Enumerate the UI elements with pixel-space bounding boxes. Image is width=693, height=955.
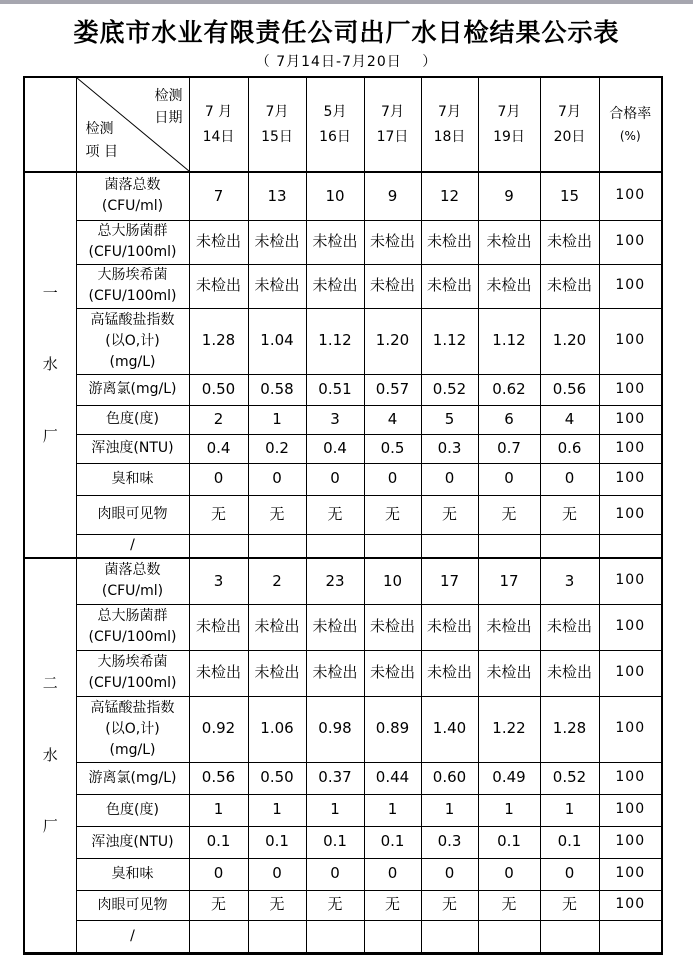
value-cell: 未检出: [478, 264, 540, 308]
pass-rate-label: 合格率: [609, 105, 652, 122]
value-cell: 未检出: [540, 650, 599, 696]
value-cell: 12: [421, 172, 478, 220]
pass-rate-cell: 100: [599, 858, 662, 890]
date-month: 7月: [265, 104, 289, 120]
value-cell: 0.49: [478, 762, 540, 794]
item-label: [76, 374, 189, 405]
corner-label-item: [86, 118, 118, 163]
value-cell: 10: [364, 558, 421, 604]
item-label: [76, 858, 189, 890]
plant-column-header: [24, 77, 76, 172]
value-cell: 0.3: [421, 826, 478, 858]
item-label-line: (mg/L): [109, 353, 156, 370]
value-cell: [189, 534, 248, 558]
value-cell: 0.1: [364, 826, 421, 858]
item-label: [76, 762, 189, 794]
value-cell: 未检出: [478, 604, 540, 650]
date-day: 15日: [261, 128, 293, 145]
value-cell: [306, 534, 364, 558]
item-label-line: 游离氯(mg/L): [88, 769, 177, 786]
value-cell: 1.12: [421, 308, 478, 374]
item-label-line: (CFU/100ml): [88, 629, 177, 645]
corner-item-line1: 检测: [85, 121, 114, 138]
value-cell: 无: [248, 495, 306, 534]
value-cell: 未检出: [248, 650, 306, 696]
value-cell: 23: [306, 558, 364, 604]
value-cell: 未检出: [421, 220, 478, 264]
item-label-line: (CFU/ml): [101, 583, 164, 600]
item-label-line: (CFU/100ml): [88, 675, 177, 691]
item-label-line: 臭和味: [111, 470, 154, 487]
date-header-1: [189, 77, 248, 172]
item-label-line: 色度(度): [106, 411, 159, 427]
value-cell: 13: [248, 172, 306, 220]
pass-rate-cell: 100: [599, 434, 662, 463]
date-day: 16日: [319, 128, 351, 145]
plant-section-2: [24, 558, 662, 953]
value-cell: 1.22: [478, 696, 540, 762]
item-label-line: /: [130, 537, 135, 554]
pass-rate-cell: 100: [599, 220, 662, 264]
pass-rate-unit: (%): [619, 129, 641, 144]
date-header-5: [421, 77, 478, 172]
item-label-line: 游离氯(mg/L): [88, 381, 177, 397]
item-label-line: 总大肠菌群: [97, 608, 168, 624]
item-label: [76, 264, 189, 308]
value-cell: 未检出: [248, 604, 306, 650]
item-label-line: 大肠埃希菌: [97, 267, 168, 283]
value-cell: 无: [421, 890, 478, 920]
value-cell: 未检出: [478, 650, 540, 696]
value-cell: 0.52: [540, 762, 599, 794]
plant-char: 一: [42, 284, 58, 303]
value-cell: 6: [478, 405, 540, 434]
value-cell: 无: [189, 890, 248, 920]
value-cell: 7: [189, 172, 248, 220]
value-cell: 0: [248, 858, 306, 890]
table-row: [24, 264, 662, 308]
corner-label-date: [155, 85, 183, 130]
value-cell: 0.50: [189, 374, 248, 405]
plant-char: 水: [42, 745, 58, 764]
value-cell: 1: [306, 794, 364, 826]
value-cell: 1: [421, 794, 478, 826]
item-label-line: 菌落总数: [104, 177, 161, 194]
value-cell: 0: [421, 463, 478, 495]
value-cell: 0: [189, 463, 248, 495]
date-header-7: [540, 77, 599, 172]
plant-char: 厂: [42, 426, 58, 445]
date-month: 5月: [323, 104, 347, 120]
value-cell: [478, 920, 540, 953]
value-cell: 4: [364, 405, 421, 434]
item-label-line: (mg/L): [109, 741, 156, 758]
item-label: [76, 495, 189, 534]
value-cell: 未检出: [421, 264, 478, 308]
item-label-line: 肉眼可见物: [97, 506, 168, 522]
header-row: [24, 77, 662, 172]
value-cell: 0.1: [189, 826, 248, 858]
value-cell: 1.06: [248, 696, 306, 762]
pass-rate-cell: 100: [599, 463, 662, 495]
value-cell: 2: [189, 405, 248, 434]
value-cell: 0.6: [540, 434, 599, 463]
date-month: 7月: [381, 104, 404, 120]
item-label-line: 浑浊度(NTU): [91, 833, 174, 850]
table-row: [24, 172, 662, 220]
value-cell: 3: [189, 558, 248, 604]
corner-diagonal-cell: [76, 77, 189, 172]
plant-char: 厂: [42, 816, 58, 835]
value-cell: 0.89: [364, 696, 421, 762]
corner-item-line2: 项 目: [85, 143, 118, 160]
value-cell: 0.1: [248, 826, 306, 858]
value-cell: [189, 920, 248, 953]
value-cell: 0.44: [364, 762, 421, 794]
value-cell: 1: [248, 405, 306, 434]
value-cell: 0.51: [306, 374, 364, 405]
date-header-4: [364, 77, 421, 172]
value-cell: 0: [364, 463, 421, 495]
value-cell: 无: [540, 495, 599, 534]
table-row: [24, 308, 662, 374]
value-cell: 3: [306, 405, 364, 434]
date-day: 17日: [376, 128, 409, 145]
value-cell: 0.92: [189, 696, 248, 762]
value-cell: 0.5: [364, 434, 421, 463]
plant-name-vertical: [25, 282, 76, 448]
value-cell: 5: [421, 405, 478, 434]
value-cell: 0.50: [248, 762, 306, 794]
item-label: [76, 434, 189, 463]
item-label: [76, 604, 189, 650]
table-row: [24, 374, 662, 405]
item-label: [76, 794, 189, 826]
value-cell: 无: [306, 890, 364, 920]
pass-rate-cell: 100: [599, 604, 662, 650]
value-cell: 0.4: [189, 434, 248, 463]
value-cell: 无: [540, 890, 599, 920]
table-row: [24, 762, 662, 794]
value-cell: 未检出: [364, 604, 421, 650]
value-cell: 未检出: [306, 650, 364, 696]
value-cell: 0.7: [478, 434, 540, 463]
value-cell: [306, 920, 364, 953]
value-cell: [248, 534, 306, 558]
value-cell: 未检出: [540, 220, 599, 264]
value-cell: 未检出: [364, 264, 421, 308]
plant-char: 二: [42, 674, 58, 693]
date-header-3: [306, 77, 364, 172]
date-month: 7月: [497, 104, 521, 120]
pass-rate-cell: 100: [599, 696, 662, 762]
value-cell: 未检出: [364, 650, 421, 696]
table-row: [24, 794, 662, 826]
plant-char: 水: [42, 355, 58, 374]
plant-label-1: [24, 172, 76, 558]
value-cell: [478, 534, 540, 558]
item-label-line: (以O,计): [105, 720, 160, 737]
value-cell: 0.60: [421, 762, 478, 794]
item-label: [76, 534, 189, 558]
pass-rate-cell: 100: [599, 495, 662, 534]
item-label-line: /: [130, 927, 135, 944]
value-cell: 未检出: [189, 264, 248, 308]
item-label: [76, 890, 189, 920]
value-cell: 0.37: [306, 762, 364, 794]
table-row: [24, 650, 662, 696]
item-label-line: 总大肠菌群: [97, 223, 168, 239]
item-label: [76, 308, 189, 374]
value-cell: 15: [540, 172, 599, 220]
pass-rate-cell: 100: [599, 826, 662, 858]
value-cell: 2: [248, 558, 306, 604]
value-cell: 1.12: [478, 308, 540, 374]
value-cell: 0: [189, 858, 248, 890]
table-row: [24, 495, 662, 534]
item-label: [76, 696, 189, 762]
item-label-line: (CFU/100ml): [88, 288, 177, 304]
value-cell: [421, 920, 478, 953]
pass-rate-cell: 100: [599, 762, 662, 794]
table-row: [24, 890, 662, 920]
date-day: 20日: [553, 128, 586, 145]
item-label-line: 肉眼可见物: [97, 896, 168, 913]
value-cell: 未检出: [189, 650, 248, 696]
item-label-line: (CFU/100ml): [88, 244, 177, 260]
table-row: [24, 696, 662, 762]
value-cell: 0: [478, 858, 540, 890]
table-row: [24, 558, 662, 604]
item-label: [76, 650, 189, 696]
item-label-line: 色度(度): [106, 801, 159, 818]
plant-label-2: [24, 558, 76, 953]
value-cell: 1.12: [306, 308, 364, 374]
plant-name-vertical: [25, 672, 76, 838]
value-cell: 10: [306, 172, 364, 220]
value-cell: 0.1: [306, 826, 364, 858]
value-cell: 0.1: [540, 826, 599, 858]
value-cell: 1.20: [540, 308, 599, 374]
item-label-line: 臭和味: [111, 865, 154, 882]
value-cell: 未检出: [540, 264, 599, 308]
date-month: 7 月: [204, 104, 233, 120]
value-cell: 17: [478, 558, 540, 604]
date-header-6: [478, 77, 540, 172]
value-cell: 0: [306, 463, 364, 495]
value-cell: 无: [248, 890, 306, 920]
value-cell: 无: [478, 890, 540, 920]
value-cell: 无: [421, 495, 478, 534]
value-cell: 1.40: [421, 696, 478, 762]
value-cell: 0: [540, 858, 599, 890]
water-quality-table: [23, 76, 663, 955]
item-label-line: (CFU/ml): [101, 198, 164, 215]
value-cell: 0: [540, 463, 599, 495]
pass-rate-cell: 100: [599, 308, 662, 374]
value-cell: 无: [364, 890, 421, 920]
item-label-line: 浑浊度(NTU): [91, 440, 174, 456]
value-cell: 0.56: [540, 374, 599, 405]
value-cell: 未检出: [189, 604, 248, 650]
table-row: [24, 220, 662, 264]
value-cell: [364, 534, 421, 558]
table-row: [24, 604, 662, 650]
plant-section-1: [24, 172, 662, 558]
value-cell: 1.28: [189, 308, 248, 374]
value-cell: 4: [540, 405, 599, 434]
value-cell: 未检出: [306, 264, 364, 308]
value-cell: 3: [540, 558, 599, 604]
item-label-line: 大肠埃希菌: [97, 654, 168, 670]
date-range-subtitle: （ 7月14日-7月20日 ）: [255, 54, 438, 70]
table-row: [24, 858, 662, 890]
value-cell: 0.98: [306, 696, 364, 762]
document-page: [0, 4, 693, 953]
value-cell: 0.58: [248, 374, 306, 405]
item-label-line: (以O,计): [105, 332, 160, 349]
pass-rate-cell: 100: [599, 890, 662, 920]
value-cell: 无: [189, 495, 248, 534]
value-cell: 17: [421, 558, 478, 604]
pass-rate-cell: 100: [599, 374, 662, 405]
item-label: [76, 463, 189, 495]
value-cell: 无: [306, 495, 364, 534]
pass-rate-cell: 100: [599, 794, 662, 826]
table-row: [24, 826, 662, 858]
value-cell: 1: [540, 794, 599, 826]
page-title: 娄底市水业有限责任公司出厂水日检结果公示表: [73, 18, 620, 47]
item-label: [76, 172, 189, 220]
item-label: [76, 220, 189, 264]
pass-rate-cell: 100: [599, 405, 662, 434]
value-cell: 0.3: [421, 434, 478, 463]
value-cell: 1.04: [248, 308, 306, 374]
value-cell: 1: [189, 794, 248, 826]
value-cell: 9: [478, 172, 540, 220]
value-cell: 0.57: [364, 374, 421, 405]
value-cell: 未检出: [248, 220, 306, 264]
value-cell: 1.20: [364, 308, 421, 374]
date-day: 14日: [202, 128, 235, 145]
date-day: 19日: [493, 128, 525, 145]
value-cell: 未检出: [306, 220, 364, 264]
pass-rate-cell: 100: [599, 650, 662, 696]
value-cell: 未检出: [421, 650, 478, 696]
date-day: 18日: [433, 128, 466, 145]
value-cell: 0: [248, 463, 306, 495]
value-cell: 0.52: [421, 374, 478, 405]
pass-rate-cell: 100: [599, 558, 662, 604]
value-cell: 未检出: [248, 264, 306, 308]
pass-rate-cell: [599, 920, 662, 953]
value-cell: 未检出: [478, 220, 540, 264]
item-label: [76, 920, 189, 953]
value-cell: 0.1: [478, 826, 540, 858]
table-row: [24, 405, 662, 434]
value-cell: 未检出: [421, 604, 478, 650]
table-row: [24, 434, 662, 463]
value-cell: 9: [364, 172, 421, 220]
table-row: [24, 463, 662, 495]
item-label: [76, 558, 189, 604]
value-cell: 0: [478, 463, 540, 495]
value-cell: 无: [364, 495, 421, 534]
value-cell: 1: [478, 794, 540, 826]
item-label-line: 高锰酸盐指数: [90, 311, 175, 328]
value-cell: 0.62: [478, 374, 540, 405]
pass-rate-cell: 100: [599, 264, 662, 308]
date-header-2: [248, 77, 306, 172]
date-month: 7月: [438, 104, 461, 120]
item-label: [76, 405, 189, 434]
value-cell: [248, 920, 306, 953]
value-cell: [364, 920, 421, 953]
item-label: [76, 826, 189, 858]
value-cell: 未检出: [306, 604, 364, 650]
value-cell: 0.2: [248, 434, 306, 463]
value-cell: 0: [306, 858, 364, 890]
value-cell: [540, 920, 599, 953]
value-cell: 未检出: [540, 604, 599, 650]
date-month: 7月: [558, 104, 581, 120]
corner-date-line1: 检测: [154, 88, 183, 104]
item-label-line: 菌落总数: [104, 562, 161, 579]
value-cell: 0: [421, 858, 478, 890]
value-cell: [421, 534, 478, 558]
pass-rate-cell: 100: [599, 172, 662, 220]
value-cell: 未检出: [189, 220, 248, 264]
pass-rate-header: [599, 77, 662, 172]
value-cell: 1: [364, 794, 421, 826]
value-cell: 0: [364, 858, 421, 890]
value-cell: 1: [248, 794, 306, 826]
corner-date-line2: 日期: [154, 110, 183, 127]
table-row: [24, 920, 662, 953]
value-cell: 0.4: [306, 434, 364, 463]
item-label-line: 高锰酸盐指数: [90, 699, 175, 716]
pass-rate-cell: [599, 534, 662, 558]
value-cell: 无: [478, 495, 540, 534]
value-cell: 1.28: [540, 696, 599, 762]
value-cell: 0.56: [189, 762, 248, 794]
value-cell: [540, 534, 599, 558]
table-row: [24, 534, 662, 558]
value-cell: 未检出: [364, 220, 421, 264]
